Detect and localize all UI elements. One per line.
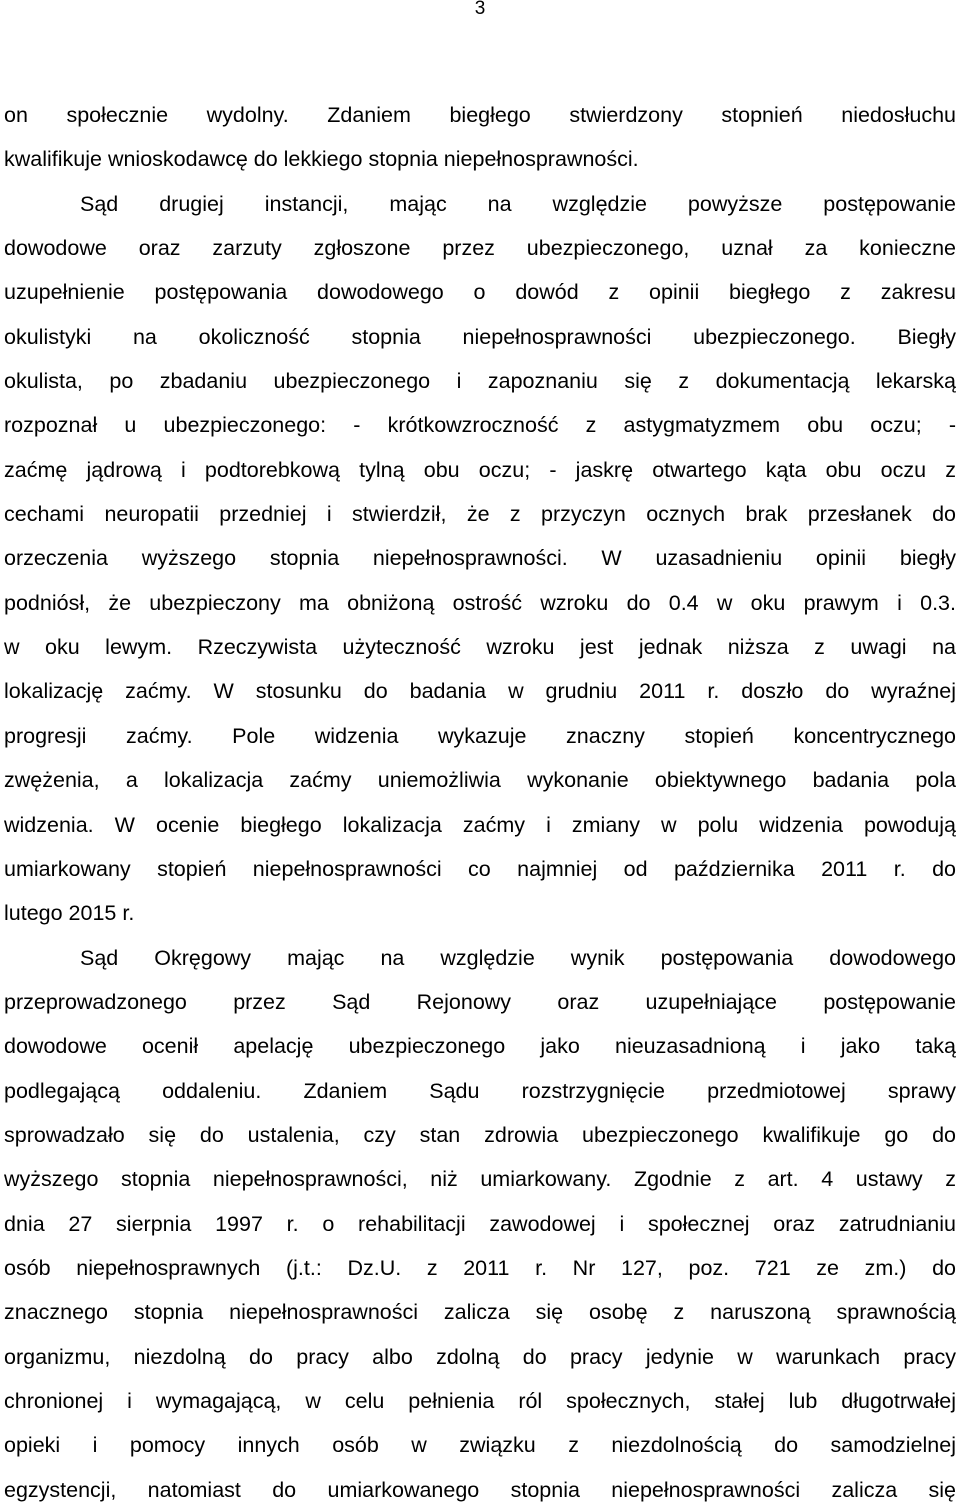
text-line: uzupełnienie postępowania dowodowego o dowód z opinii biegłego z zakresu — [4, 280, 956, 305]
paragraph-2 — [4, 182, 956, 936]
text-line: dowodowe ocenił apelację ubezpieczonego jako nieuzasadnioną i jako taką — [4, 1034, 956, 1059]
text-line: dnia 27 sierpnia 1997 r. o rehabilitacji zawodowej i społecznej oraz zatrudnianiu — [4, 1211, 956, 1236]
document-body — [4, 93, 956, 1512]
text-line: podlegającą oddaleniu. Zdaniem Sądu rozstrzygnięcie przedmiotowej sprawy — [4, 1078, 956, 1103]
text-line: osób niepełnosprawnych (j.t.: Dz.U. z 2011 r. Nr 127, poz. 721 ze zm.) do — [4, 1255, 956, 1280]
text-line: znacznego stopnia niepełnosprawności zalicza się osobę z naruszoną sprawnością — [4, 1300, 956, 1325]
text-line: widzenia. W ocenie biegłego lokalizacja zaćmy i zmiany w polu widzenia powodują — [4, 812, 956, 837]
text-line: egzystencji, natomiast do umiarkowanego stopnia niepełnosprawności zalicza się — [4, 1477, 956, 1502]
paragraph-1 — [4, 93, 956, 182]
text-line: zaćmę jądrową i podtorebkową tylną obu oczu; - jaskrę otwartego kąta obu oczu z — [4, 457, 956, 482]
text-line: organizmu, niezdolną do pracy albo zdolną do pracy jedynie w warunkach pracy — [4, 1344, 956, 1369]
page-number: 3 — [474, 0, 486, 19]
text-line: sprowadzało się do ustalenia, czy stan zdrowia ubezpieczonego kwalifikuje go do — [4, 1122, 956, 1147]
text-line: wyższego stopnia niepełnosprawności, niż umiarkowany. Zgodnie z art. 4 ustawy z — [4, 1167, 956, 1192]
text-line: podniósł, że ubezpieczony ma obniżoną ostrość wzroku do 0.4 w oku prawym i 0.3. — [4, 590, 956, 615]
text-line: przeprowadzonego przez Sąd Rejonowy oraz uzupełniające postępowanie — [4, 989, 956, 1014]
text-line: okulistyki na okoliczność stopnia niepełnosprawności ubezpieczonego. Biegły — [4, 324, 956, 349]
paragraph-3 — [4, 936, 956, 1512]
text-line: w oku lewym. Rzeczywista użyteczność wzroku jest jednak niższa z uwagi na — [4, 635, 956, 660]
text-line: umiarkowany stopień niepełnosprawności co najmniej od października 2011 r. do — [4, 856, 956, 881]
text-line: progresji zaćmy. Pole widzenia wykazuje znaczny stopień koncentrycznego — [4, 723, 956, 748]
text-line: kwalifikuje wnioskodawcę do lekkiego stopnia niepełnosprawności. — [4, 147, 639, 172]
text-line: lutego 2015 r. — [4, 901, 135, 926]
text-line: dowodowe oraz zarzuty zgłoszone przez ubezpieczonego, uznał za konieczne — [4, 236, 956, 261]
text-line: cechami neuropatii przedniej i stwierdził, że z przyczyn ocznych brak przesłanek do — [4, 502, 956, 527]
text-line: zwężenia, a lokalizacja zaćmy uniemożliwia wykonanie obiektywnego badania pola — [4, 768, 956, 793]
text-line: opieki i pomocy innych osób w związku z niezdolnością do samodzielnej — [4, 1433, 956, 1458]
text-line: Sąd Okręgowy mając na względzie wynik postępowania dowodowego — [80, 945, 956, 970]
text-line: orzeczenia wyższego stopnia niepełnosprawności. W uzasadnieniu opinii biegły — [4, 546, 956, 571]
text-line: on społecznie wydolny. Zdaniem biegłego stwierdzony stopnień niedosłuchu — [4, 103, 956, 127]
text-line: okulista, po zbadaniu ubezpieczonego i zapoznaniu się z dokumentacją lekarską — [4, 369, 956, 394]
text-line: Sąd drugiej instancji, mając na względzie powyższe postępowanie — [80, 191, 956, 216]
text-line: chronionej i wymagającą, w celu pełnienia ról społecznych, stałej lub długotrwałej — [4, 1388, 956, 1413]
text-line: rozpoznał u ubezpieczonego: - krótkowzroczność z astygmatyzmem obu oczu; - — [4, 413, 956, 438]
text-line: lokalizację zaćmy. W stosunku do badania w grudniu 2011 r. doszło do wyraźnej — [4, 679, 956, 704]
